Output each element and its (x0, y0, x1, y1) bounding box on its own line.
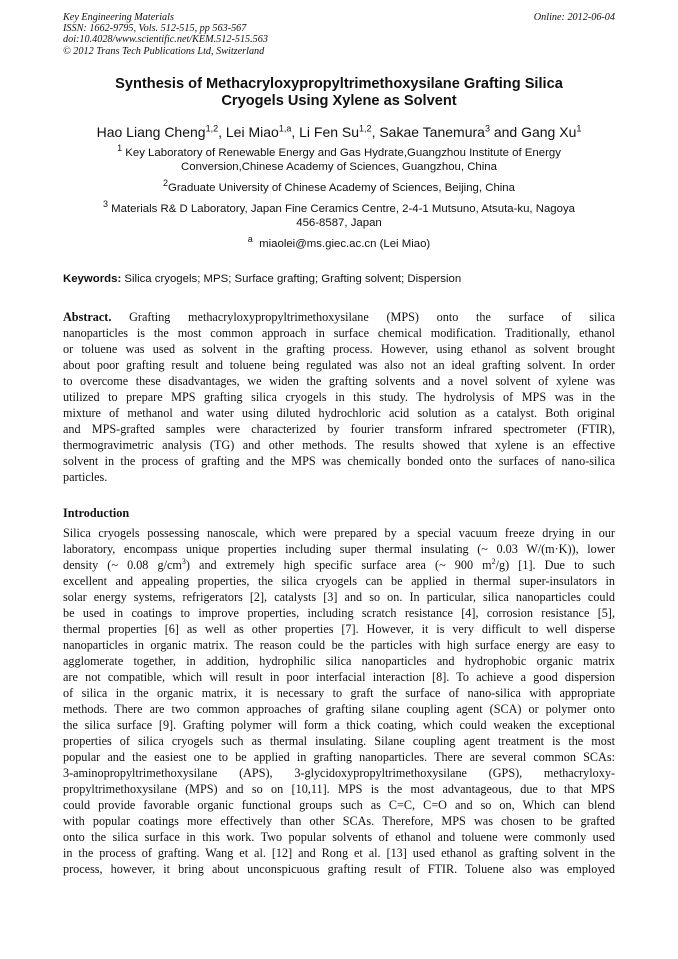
affiliation-3-line-2: 456-8587, Japan (296, 217, 382, 230)
body-line: Silica cryogels possessing nanoscale, which were prepared by a special vacuum freeze drying in our (63, 526, 615, 541)
journal-issn: ISSN: 1662-9795, Vols. 512-515, pp 563-567 (63, 23, 247, 35)
paper-title (63, 76, 615, 110)
abstract-line: or toluene was used as solvent in the grafting process. However, using ethanol as solvent brought (63, 342, 615, 357)
body-line: solar energy systems, refrigerators [2], catalysts [3] and so on. In particular, silica nanoparticles could (63, 590, 615, 605)
body-line: with popular coatings more effectively than other SCAs. Therefore, MPS was chosen to be grafted (63, 814, 615, 829)
body-line: 3-aminopropyltrimethoxysilane (APS), 3-glycidoxypropyltrimethoxysilane (GPS), methacryloxy- (63, 766, 615, 781)
affiliation-mark: 1 (117, 143, 123, 154)
affiliation-1-line-2: Conversion,Chinese Academy of Sciences, Guangzhou, China (181, 161, 497, 174)
author-name: Hao Liang Cheng (96, 123, 206, 140)
journal-header (63, 12, 615, 57)
body-line-with-units (63, 557, 615, 573)
abstract-label: Abstract. (63, 310, 112, 325)
abstract-line: mixture of methanol and water using diluted hydrochloric acid solution as a catalyst. Both original (63, 406, 615, 421)
body-line: laboratory, encompass unique properties including super thermal insulating (~ 0.03 W/(m·K)), lower (63, 542, 615, 557)
keywords-label: Keywords: (63, 273, 122, 286)
body-line: agglomerate together, in addition, hydrophilic silica nanoparticles and hydrophobic organic matrix (63, 654, 615, 669)
author-separator: , (218, 123, 226, 140)
author-affiliation-mark: 1 (576, 123, 582, 134)
paper-title-line-2: Cryogels Using Xylene as Solvent (221, 92, 457, 109)
journal-info (63, 12, 268, 57)
journal-doi: doi:10.4028/www.scientific.net/KEM.512-515.563 (63, 34, 268, 46)
affiliation-2-line-1: Graduate University of Chinese Academy of Sciences, Beijing, China (168, 182, 515, 194)
journal-name: Key Engineering Materials (63, 12, 174, 23)
body-line: methods. There are two common approaches of grafting silane coupling agent (SCA) or polymer onto (63, 702, 615, 717)
abstract-line: nanoparticles is the most common approach in surface chemical modification. Traditionally, ethanol (63, 326, 615, 341)
affiliation-1 (63, 143, 615, 175)
abstract-line: particles. (63, 470, 108, 485)
body-text-fragment: ) and extremely high specific surface area (~ 900 m (185, 558, 492, 573)
body-line: thermal properties [6] as well as other properties [7]. However, it is very difficult to well disperse (63, 622, 615, 637)
affiliation-3-line-1: Materials R& D Laboratory, Japan Fine Ceramics Centre, 2-4-1 Mutsuno, Atsuta-ku, Nagoya (111, 202, 576, 215)
affiliation-mark: 3 (102, 198, 108, 209)
journal-copyright: © 2012 Trans Tech Publications Ltd, Switzerland (63, 45, 265, 57)
body-line: the silica surface [9]. Grafting polymer will form a thick coating, which could weaken the exceptional (63, 718, 615, 733)
body-text-fragment: density (~ 0.08 g/cm (63, 558, 182, 573)
abstract-line: thermogravimetric analysis (TG) and other methods. The results showed that xylene is an effective (63, 438, 615, 453)
abstract (63, 309, 615, 485)
abstract-line: and MPS-grafted samples were characterized by fourier transform infrared spectrometer (FTIR), (63, 422, 615, 437)
body-line: propyltrimethoxysilane (MPS) and so on [10,11]. MPS is the most advantageous, due to that MPS (63, 782, 615, 797)
author-name: Li Fen Su (299, 123, 360, 140)
keywords (63, 273, 615, 285)
body-text-fragment: /g) [1]. Due to such (495, 558, 615, 573)
author-separator: , (291, 123, 300, 140)
online-date: Online: 2012-06-04 (533, 12, 615, 23)
section-heading-introduction: Introduction (63, 506, 130, 521)
superscript: 2 (491, 557, 496, 567)
affiliation-1-line-1: Key Laboratory of Renewable Energy and Gas Hydrate,Guangzhou Institute of Energy (125, 146, 561, 159)
body-line: onto the silica surface in this work. Two popular solvents of ethanol and toluene were commonly used (63, 830, 615, 845)
email-mark: a (247, 233, 253, 244)
body-line: of silica in the organic matrix, it is necessary to graft the surface of nano-silica with appropriate (63, 686, 615, 701)
author-name: Gang Xu (521, 123, 577, 140)
paper-title-line-1: Synthesis of Methacryloxypropyltrimethoxysilane Grafting Silica (115, 75, 563, 92)
abstract-line: utilized to prepare MPS grafting silica cryogels in this study. The hydrolysis of MPS was in the (63, 390, 615, 405)
body-line: properties of silica cryogels such as thermal insulating. Silane coupling agent treatment is the most (63, 734, 615, 749)
body-line: in the process of grafting. Wang et al. [12] and Rong et al. [13] used ethanol as grafting solvent in the (63, 846, 615, 861)
author-affiliation-mark: 1,2 (359, 123, 372, 134)
affiliation-2 (63, 178, 615, 196)
body-line: be used in coatings to improve properties, including scratch resistance [4], corrosion resistance [5], (63, 606, 615, 621)
author-list (63, 124, 615, 140)
body-line: are not compatible, which will result in poor interfacial interaction [8]. To achieve a good dispersion (63, 670, 615, 685)
body-line: nanoparticles in organic matrix. The reason could be the particles with high surface energy are easy to (63, 638, 615, 653)
abstract-line: to overcome these disadvantages, we widen the grafting solvents and a novel solvent of xylene was (63, 374, 615, 389)
affiliation-mark: 2 (163, 178, 169, 189)
affiliation-3 (63, 198, 615, 231)
abstract-line: solvent in the process of grafting and the MPS was chemically bonded onto the surfaces of nano-silica (63, 454, 615, 469)
abstract-line: about poor grafting result and toluene being regulated was also not an ideal grafting solvent. In order (63, 358, 615, 373)
email-address: miaolei@ms.giec.ac.cn (Lei Miao) (259, 237, 431, 250)
body-line: could provide favorable organic functional groups such as C=C, C=O and so on, Which can blend (63, 798, 615, 813)
keywords-text: Silica cryogels; MPS; Surface grafting; Grafting solvent; Dispersion (124, 273, 462, 286)
body-line: excellent and appealing properties, the silica cryogels can be applied in thermal super-insulators in (63, 574, 615, 589)
corresponding-email (63, 233, 615, 252)
author-separator: , (371, 123, 380, 140)
body-line: process, however, it bring about unconspicuous grafting result of FTIR. Toluene also was employed (63, 862, 615, 877)
author-name: Sakae Tanemura (379, 123, 485, 140)
abstract-line: Grafting methacryloxypropyltrimethoxysilane (MPS) onto the surface of silica (129, 310, 615, 325)
body-line: popular and the easiest one to be applied in grafting nanoparticles. There are several common SCAs: (63, 750, 615, 765)
author-affiliation-mark: 3 (484, 123, 490, 134)
author-affiliation-mark: 1,2 (205, 123, 219, 134)
author-separator: and (489, 123, 522, 140)
author-affiliation-mark: 1,a (278, 123, 292, 134)
introduction-body (63, 525, 615, 877)
superscript: 3 (181, 557, 186, 567)
author-name: Lei Miao (225, 123, 279, 140)
